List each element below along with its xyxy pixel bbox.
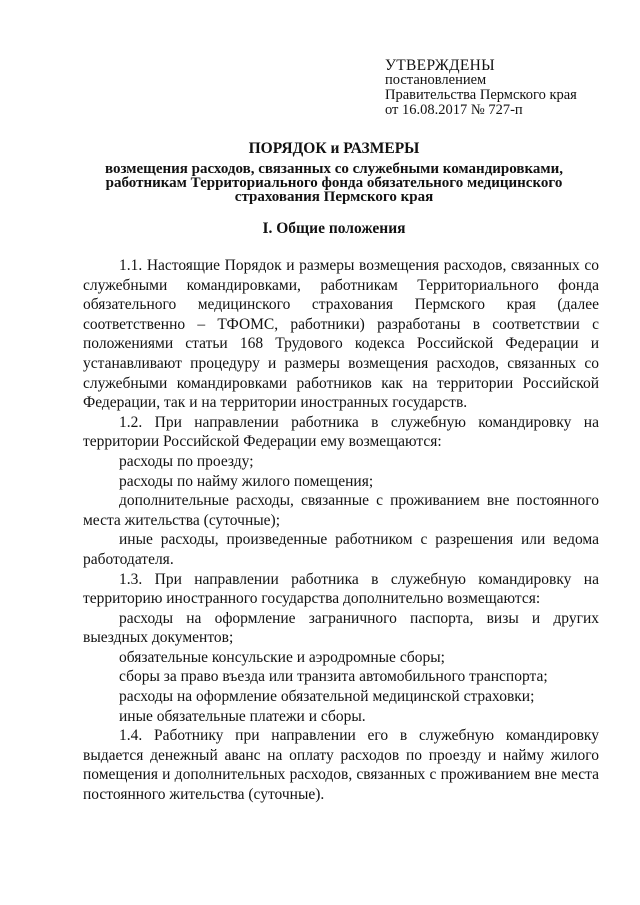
list-item: расходы по проезду; — [119, 452, 254, 470]
list-item: иные расходы, произведенные работником с разрешения или ведома работодателя. — [83, 531, 599, 568]
list-item: расходы на оформление заграничного паспорта, визы и других выездных документов; — [83, 609, 599, 647]
document-title: ПОРЯДОК и РАЗМЕРЫ — [248, 140, 420, 157]
section-title: I. Общие положения — [262, 220, 406, 237]
list-item: иные обязательные платежи и сборы. — [119, 707, 366, 725]
document-body — [83, 256, 599, 805]
list-item: расходы на оформление обязательной медицинской страховки; — [119, 688, 535, 706]
approval-line-1: постановлением — [385, 72, 487, 88]
paragraph-1-1: 1.1. Настоящие Порядок и размеры возмещения расходов, связанных со служебными командировками, работникам Территориального фонда обязательного медицинского страхования Пермского края (далее соответственно – ТФОМС, работники) разработаны в соответствии с положениями статьи 168 Трудового кодекса Российской Федерации и устанавливают процедуру и размеры возмещения расходов, связанных со служебными командировками работников как на территории Российской Федерации, так и на территории иностранных государств. — [83, 257, 599, 412]
list-item: сборы за право въезда или транзита автомобильного транспорта; — [119, 668, 548, 686]
paragraph-1-3: 1.3. При направлении работника в служебную командировку на территорию иностранного государства дополнительно возмещаются: — [83, 570, 599, 608]
approval-line-2: Правительства Пермского края — [385, 87, 577, 103]
list-item: обязательные консульские и аэродромные сборы; — [119, 648, 445, 666]
paragraph-1-2: 1.2. При направлении работника в служебную командировку на территории Российской Федерации ему возмещаются: — [83, 413, 599, 451]
approval-stamp — [385, 58, 577, 118]
list-item: расходы по найму жилого помещения; — [119, 472, 374, 490]
paragraph-1-4: 1.4. Работнику при направлении его в служебную командировку выдается денежный аванс на оплату расходов по проезду и найму жилого помещения и дополнительных расходов, связанных с проживанием вне места постоянного жительства (суточные). — [83, 727, 599, 804]
list-item: дополнительные расходы, связанные с проживанием вне постоянного места жительства (суточные); — [83, 492, 599, 529]
approval-line-3: от 16.08.2017 № 727-п — [385, 102, 523, 118]
document-subtitle: возмещения расходов, связанных со служебными командировками, работникам Территориального фонда обязательного медицинского страхования Пермского края — [104, 161, 564, 205]
approval-heading: УТВЕРЖДЕНЫ — [385, 57, 495, 74]
